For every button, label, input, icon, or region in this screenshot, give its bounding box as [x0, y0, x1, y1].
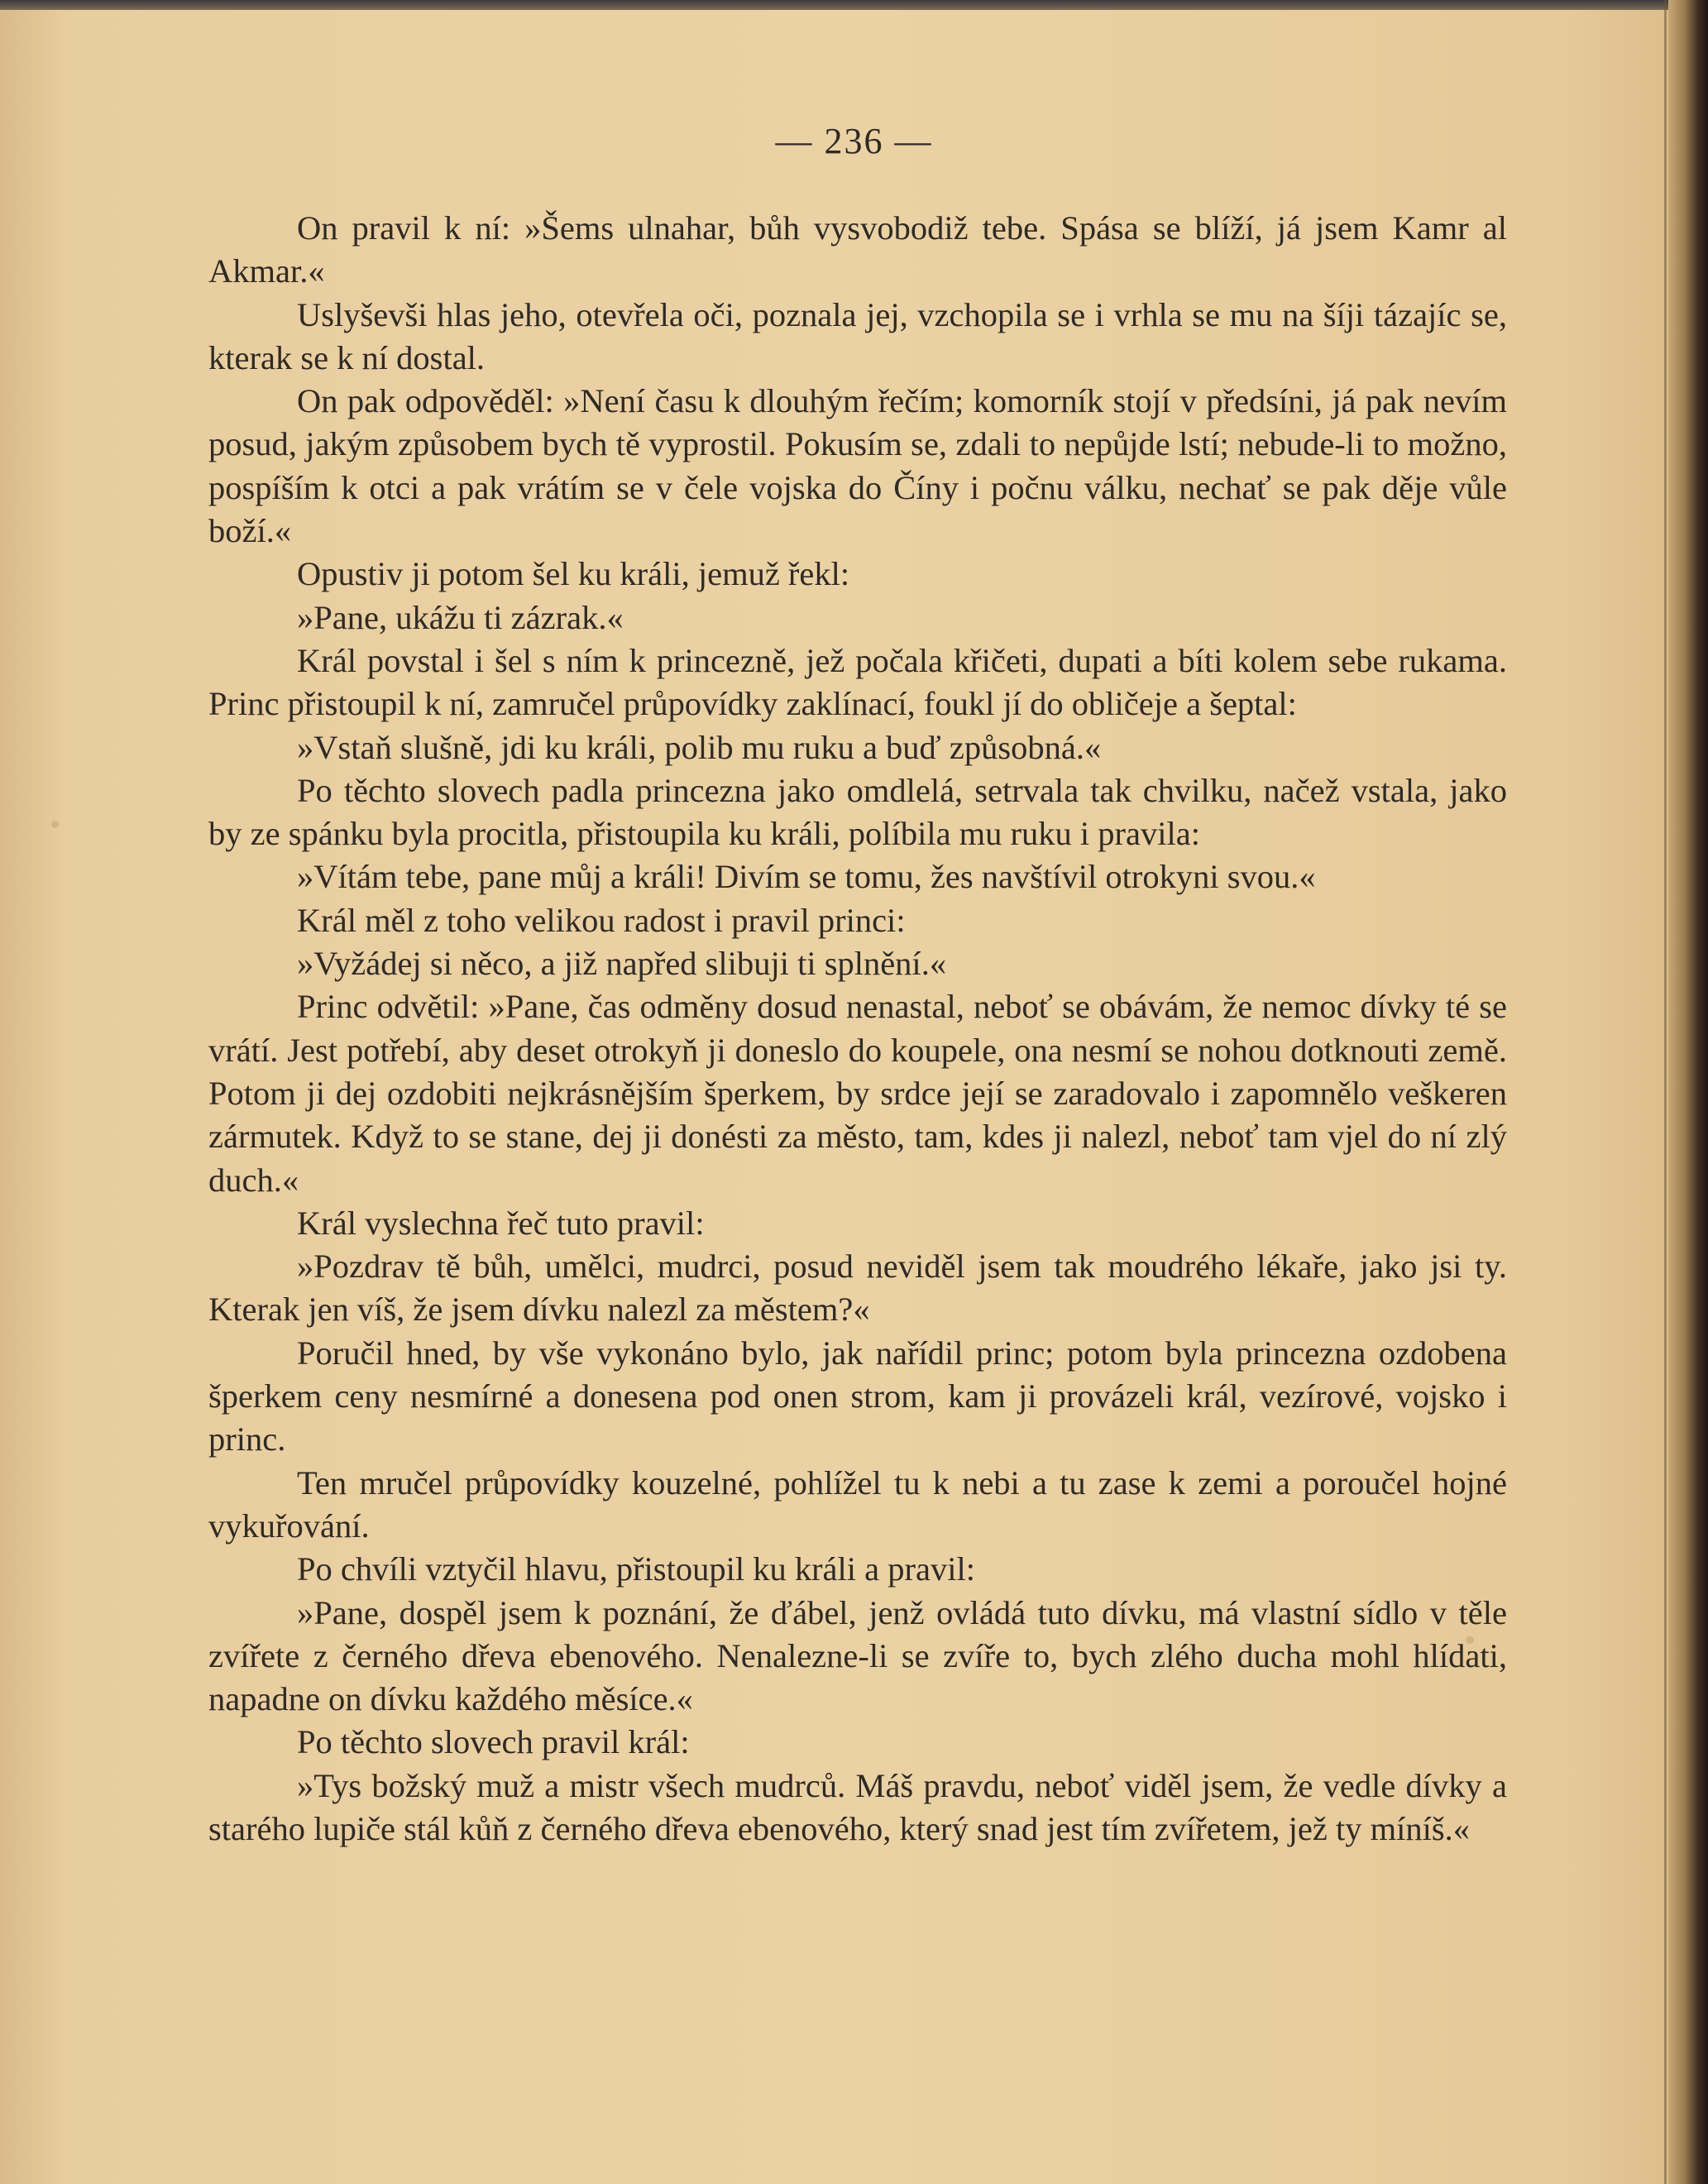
paragraph: »Pane, ukážu ti zázrak.«: [297, 598, 624, 636]
paragraph: Po chvíli vztyčil hlavu, přistoupil ku králi a pravil:: [297, 1550, 975, 1588]
paragraph: On pak odpověděl: »Není času k dlouhým řečím; komorník stojí v předsíni, já pak nevím posud, jakým způsobem bych tě vyprostil. Pokusím se, zdali to nepůjde lstí; nebude-li to možno, pospíším k otci a pak vrátím se v čele vojska do Číny i počnu válku, nechať se pak děje vůle boží.«: [208, 382, 1507, 550]
page-number: — 236 —: [775, 121, 933, 161]
paragraph: Po těchto slovech pravil král:: [297, 1723, 690, 1761]
paragraph: On pravil k ní: »Šems ulnahar, bůh vysvobodiž tebe. Spása se blíží, já jsem Kamr al Akmar.«: [208, 209, 1507, 290]
paragraph: »Pane, dospěl jsem k poznání, že ďábel, jenž ovládá tuto dívku, má vlastní sídlo v těle zvířete z černého dřeva ebenového. Nenalezne-li se zvíře to, bych zlého ducha mohl hlídati, napadne on dívku každého měsíce.«: [208, 1593, 1507, 1718]
paragraph: Král vyslechna řeč tuto pravil:: [297, 1204, 705, 1242]
body-text: [208, 207, 1507, 1851]
paragraph: »Vstaň slušně, jdi ku králi, polib mu ruku a buď způsobná.«: [297, 728, 1102, 766]
page-fold-line: [1664, 0, 1667, 2184]
paragraph: Ten mručel průpovídky kouzelné, pohlížel tu k nebi a tu zase k zemi a poroučel hojné vykuřování.: [208, 1463, 1507, 1545]
paragraph: Král měl z toho velikou radost i pravil princi:: [297, 901, 906, 939]
paragraph: Princ odvětil: »Pane, čas odměny dosud nenastal, neboť se obávám, že nemoc dívky té se vrátí. Jest potřebí, aby deset otrokyň ji doneslo do koupele, ona nesmí se nohou dotknouti země. Potom ji dej ozdobiti nejkrásnějším šperkem, by srdce její se zaradovalo i zapomnělo veškeren zármutek. Když to se stane, dej ji donésti za město, tam, kdes ji nalezl, neboť tam vjel do ní zlý duch.«: [208, 988, 1507, 1199]
book-spine: [1668, 0, 1708, 2184]
paragraph: Poručil hned, by vše vykonáno bylo, jak nařídil princ; potom byla princezna ozdobena šperkem ceny nesmírné a donesena pod onen strom, kam ji provázeli král, vezírové, vojsko i princ.: [208, 1334, 1507, 1458]
paragraph: Král povstal i šel s ním k princezně, jež počala křičeti, dupati a bíti kolem sebe rukama. Princ přistoupil k ní, zamručel průpovídky zaklínací, foukl jí do obličeje a šeptal:: [208, 641, 1507, 723]
scan-top-edge: [0, 0, 1708, 10]
paragraph: Uslyševši hlas jeho, otevřela oči, poznala jej, vzchopila se i vrhla se mu na šíji tázajíc se, kterak se k ní dostal.: [208, 295, 1507, 376]
paragraph: Po těchto slovech padla princezna jako omdlelá, setrvala tak chvilku, načež vstala, jako by ze spánku byla procitla, přistoupila ku králi, políbila mu ruku i pravila:: [208, 771, 1507, 853]
paper-spot: [51, 821, 59, 828]
paragraph: »Pozdrav tě bůh, umělci, mudrci, posud neviděl jsem tak moudrého lékaře, jako jsi ty. Kterak jen víš, že jsem dívku nalezl za městem?«: [208, 1248, 1507, 1329]
paragraph: »Vyžádej si něco, a již napřed slibuji ti splnění.«: [297, 945, 947, 983]
paragraph: Opustiv ji potom šel ku králi, jemuž řekl:: [297, 555, 850, 593]
paragraph: »Tys božský muž a mistr všech mudrců. Máš pravdu, neboť viděl jsem, že vedle dívky a starého lupiče stál kůň z černého dřeva ebenového, který snad jest tím zvířetem, jež ty míníš.«: [208, 1766, 1507, 1847]
paragraph: »Vítám tebe, pane můj a králi! Divím se tomu, žes navštívil otrokyni svou.«: [297, 858, 1316, 896]
